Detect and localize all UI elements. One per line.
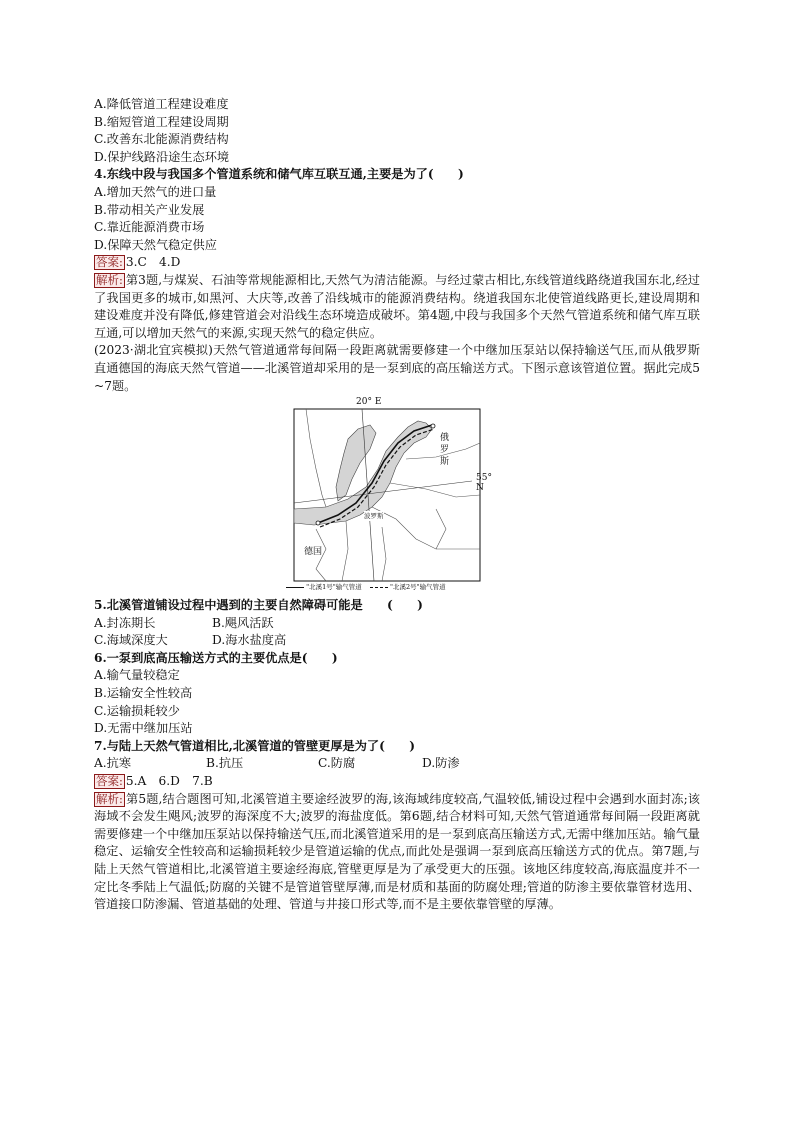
- q4-option-c: C.靠近能源消费市场: [94, 220, 205, 235]
- answer-text: 3.C 4.D: [125, 255, 181, 270]
- analysis-tag-2: 解析:: [96, 791, 123, 806]
- analysis-text: 第3题,与煤炭、石油等常规能源相比,天然气为清洁能源。与经过蒙古相比,东线管道线路绕道我国东北,经过了我国更多的城市,如黑河、大庆等,改善了沿线城市的能源消费结构。绕道我国东北使管道线路更长,建设周期和建设难度并没有降低,修建管道会对沿线生态环境造成破坏。第4题,中段与我国多个天然气管道系统和储气库互联互通,可以增加天然气的来源,实现天然气的稳定供应。: [94, 272, 700, 340]
- q7-option-b: B.抗压: [206, 756, 244, 771]
- answer-tag: 答案:: [96, 255, 123, 270]
- q5-option-a: A.封冻期长: [94, 615, 156, 630]
- q3-option-b: B.缩短管道工程建设周期: [94, 114, 229, 129]
- q3-option-c: C.改善东北能源消费结构: [94, 132, 229, 147]
- analysis-block-2: [94, 791, 700, 914]
- start-point: [316, 521, 320, 525]
- lat-label: 55° N: [476, 473, 492, 494]
- q7-options-row: [94, 755, 700, 773]
- q7-option-c: C.防腐: [318, 756, 356, 771]
- analysis-block-1: [94, 272, 700, 342]
- pipeline-map: [286, 397, 492, 595]
- q7-stem: 7.与陆上天然气管道相比,北溪管道的管壁更厚是为了( ): [94, 738, 415, 753]
- q7-option-d: D.防渗: [422, 756, 460, 771]
- q5-options-row-2: [94, 632, 700, 650]
- answer-block-1: [94, 254, 700, 272]
- russia-label-2: 罗: [440, 445, 450, 456]
- legend-solid-label: "北溪1号"输气管道: [306, 583, 362, 592]
- q6-option-c: C.运输损耗较少: [94, 703, 180, 718]
- q5-option-b: B.飓风活跃: [212, 615, 274, 630]
- legend-dashed-label: "北溪2号"输气管道: [390, 583, 446, 592]
- q5-option-c: C.海域深度大: [94, 633, 168, 648]
- q7-option-a: A.抗寒: [94, 756, 132, 771]
- answer-text-2: 5.A 6.D 7.B: [125, 774, 213, 789]
- material-paragraph: (2023·湖北宜宾模拟)天然气管道通常每间隔一段距离就需要修建一个中继加压泵站以保持输送气压,而从俄罗斯直通德国的海底天然气管道——北溪管道却采用的是一泵到底的高压输送方式。下图示意该管道位置。据此完成5~7题。: [94, 343, 700, 393]
- q4-option-b: B.带动相关产业发展: [94, 202, 205, 217]
- document-page: [94, 96, 700, 914]
- russia-label-3: 斯: [440, 457, 450, 468]
- answer-block-2: [94, 773, 700, 791]
- q5-options-row-1: [94, 615, 700, 633]
- poland-label: 波罗斯: [364, 512, 384, 521]
- q3-option-d: D.保护线路沿途生态环境: [94, 149, 230, 164]
- end-point: [431, 424, 435, 428]
- q4-stem: 4.东线中段与我国多个管道系统和储气库互联互通,主要是为了( ): [94, 167, 464, 182]
- analysis-tag: 解析:: [96, 272, 123, 287]
- q4-option-a: A.增加天然气的进口量: [94, 184, 217, 199]
- q5-stem: 5.北溪管道铺设过程中遇到的主要自然障碍可能是 ( ): [94, 598, 423, 613]
- germany-label: 德国: [304, 547, 323, 558]
- q5-option-d: D.海水盐度高: [212, 633, 287, 648]
- analysis-text-2: 第5题,结合题图可知,北溪管道主要途经波罗的海,该海域纬度较高,气温较低,铺设过程中会遇到水面封冻;该海域不会发生飓风;波罗的海深度不大;波罗的海盐度低。第6题,结合材料可知,天然气管道通常每间隔一段距离就需要修建一个中继加压泵站以保持输送气压,而北溪管道采用的是一泵到底高压输送方式,无需中继加压站。输气量稳定、运输安全性较高和运输损耗较少是管道运输的优点,而此处是强调一泵到底高压输送方式的优点。第7题,与陆上天然气管道相比,北溪管道主要途经海底,管壁更厚是为了承受更大的压强。该地区纬度较高,海底温度并不一定比冬季陆上气温低;防腐的关键不是管道管壁厚薄,而是材质和基面的防腐处理;管道的防渗主要依靠管材选用、管道接口防渗漏、管道基础的处理、管道与井接口形式等,而不是主要依靠管壁的厚薄。: [94, 791, 700, 912]
- lon-label: 20° E: [356, 397, 382, 408]
- answer-tag-2: 答案:: [96, 774, 123, 789]
- q6-option-d: D.无需中继加压站: [94, 721, 193, 736]
- map-legend: [286, 583, 446, 591]
- russia-label-1: 俄: [440, 433, 450, 444]
- q3-option-a: A.降低管道工程建设难度: [94, 97, 229, 111]
- q4-option-d: D.保障天然气稳定供应: [94, 237, 217, 252]
- q6-option-a: A.输气量较稳定: [94, 668, 180, 683]
- q6-stem: 6.一泵到底高压输送方式的主要优点是( ): [94, 650, 338, 665]
- q6-option-b: B.运输安全性较高: [94, 686, 193, 701]
